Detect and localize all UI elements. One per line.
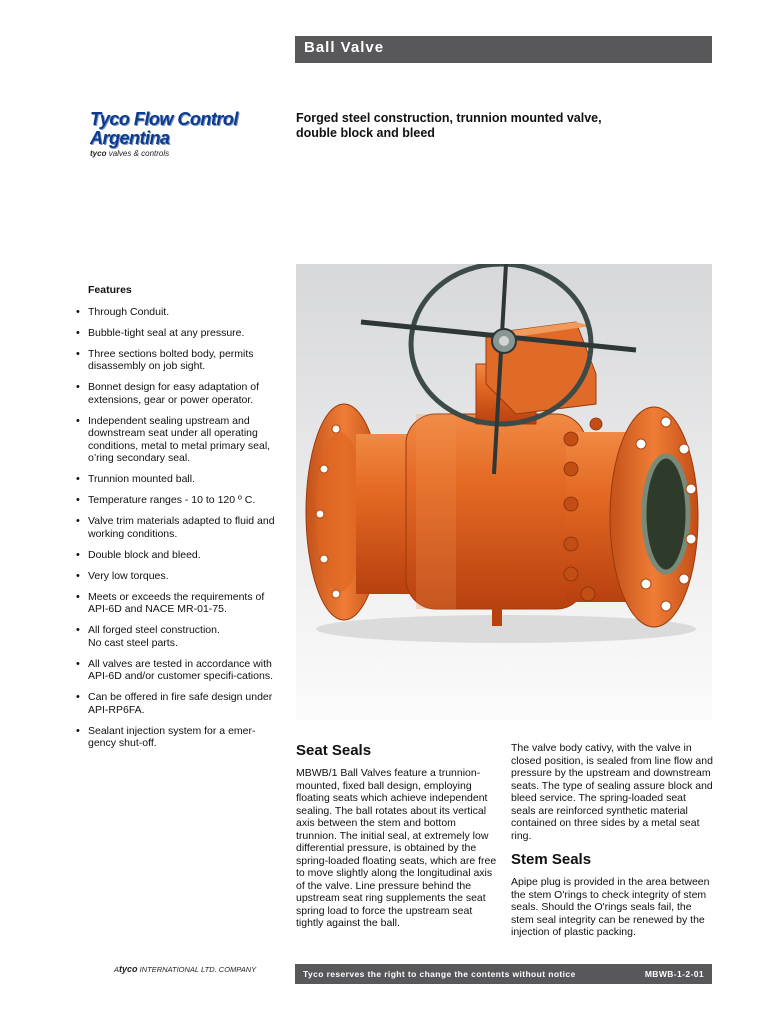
footer-company-prefix: A <box>114 965 120 974</box>
seat-seals-section <box>296 742 499 930</box>
seat-seals-continuation: The valve body cativy, with the valve in closed position, is sealed from line flow and pressure by the upstream and downstream seats. The type of sealing assure block and bleed service. The spring-loaded seat seals are reinforced synthetic material contained on three sides by a metal seat ring. <box>511 742 713 842</box>
right-text-column <box>511 742 713 939</box>
footer-company-suffix: INTERNATIONAL LTD. COMPANY <box>139 965 257 974</box>
feature-item: • All forged steel construction. No cast steel parts. <box>76 624 281 649</box>
seat-seals-body: MBWB/1 Ball Valves feature a trunnion-mounted, fixed ball design, employing floating seats which achieve independent sealing. The ball rotates about its vertical axis between the stem and bottom trunnion. The initial seal, at extremely low differential pressure, is obtained by the spring-loaded floating seats, which are free to move slightly along the longitudinal axis of the valve. Line pressure behind the upstream seat ring supplements the seat spring load to force the upstream seat tightly against the ball. <box>296 767 497 929</box>
feature-item: • Three sections bolted body, permits disassembly on job sight. <box>76 348 281 373</box>
features-list <box>76 306 281 750</box>
logo-brand: tyco <box>90 149 107 158</box>
footer-bar <box>295 964 712 984</box>
document-code: MBWB-1-2-01 <box>644 969 704 979</box>
stem-seals-heading: Stem Seals <box>511 851 592 868</box>
feature-item: • Bubble-tight seal at any pressure. <box>76 327 281 340</box>
logo-tagline <box>90 149 280 158</box>
logo-tagline-text: valves & controls <box>108 149 170 158</box>
ball-valve-photo <box>296 264 712 720</box>
feature-item: • Through Conduit. <box>76 306 281 319</box>
feature-item: • Bonnet design for easy adaptation of extensions, gear or power operator. <box>76 381 281 406</box>
footer-notice: Tyco reserves the right to change the contents without notice <box>303 969 576 979</box>
stem-seals-body: Apipe plug is provided in the area between the stem O'rings to check integrity of stem seals. Should the O'rings seals fail, the stem seal integrity can be renewed by the injection of plastic packing. <box>511 876 710 938</box>
page-title-bar <box>295 36 712 63</box>
subtitle-line-1: Forged steel construction, trunnion mounted valve, <box>296 111 602 125</box>
feature-item: • Temperature ranges - 10 to 120 º C. <box>76 494 281 507</box>
seat-seals-heading: Seat Seals <box>296 742 372 759</box>
product-subtitle <box>296 111 696 141</box>
logo-line-2: Argentina <box>90 128 170 148</box>
feature-item: • Double block and bleed. <box>76 549 281 562</box>
feature-item: • Meets or exceeds the requirements of API-6D and NACE MR-01-75. <box>76 591 281 616</box>
feature-item: • Independent sealing upstream and downstream seat under all operating conditions, metal to metal primary seal, o’ring secondary seal. <box>76 415 281 465</box>
footer-company-brand: tyco <box>119 964 138 974</box>
ball-valve-illustration <box>296 264 712 720</box>
page-title: Ball Valve <box>304 39 385 56</box>
feature-item: • Sealant injection system for a emer-gency shut-off. <box>76 725 281 750</box>
company-logo <box>90 110 280 158</box>
subtitle-line-2: double block and bleed <box>296 126 435 140</box>
features-heading: Features <box>88 284 132 296</box>
footer-company <box>114 964 256 974</box>
features-section <box>76 284 281 758</box>
feature-item: • Trunnion mounted ball. <box>76 473 281 486</box>
feature-item: • All valves are tested in accordance with API-6D and/or customer specifi-cations. <box>76 658 281 683</box>
feature-item: • Can be offered in fire safe design under API-RP6FA. <box>76 691 281 716</box>
logo-line-1: Tyco Flow Control <box>90 109 238 129</box>
feature-item: • Valve trim materials adapted to fluid and working conditions. <box>76 515 281 540</box>
feature-item: • Very low torques. <box>76 570 281 583</box>
